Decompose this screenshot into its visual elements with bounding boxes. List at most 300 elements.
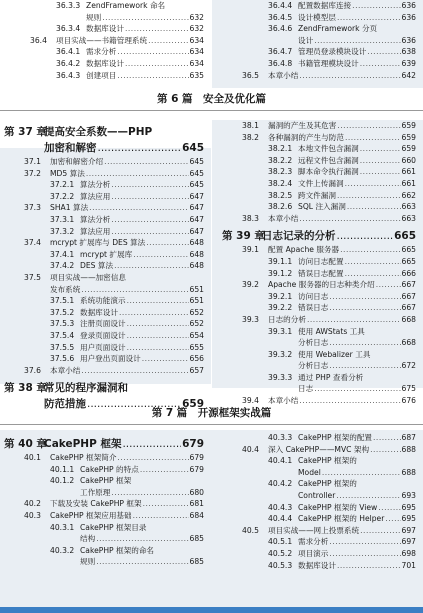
entry-title: 深入 CakePHP——MVC 架构 xyxy=(268,444,370,454)
leader-dots xyxy=(125,23,189,35)
entry-title: 使用 AWStats 工具 xyxy=(298,326,365,336)
page-number: 659 xyxy=(182,398,204,411)
entry-title: 数据库设计 xyxy=(86,24,124,34)
section-number: 37.5.3 xyxy=(50,319,75,329)
leader-dots xyxy=(111,226,188,238)
entry-title: 设计模型层 xyxy=(298,12,336,22)
leader-dots xyxy=(98,142,182,154)
page-number: 688 xyxy=(401,444,416,454)
page-number: 665 xyxy=(401,245,416,255)
toc-chapter-entry[interactable] xyxy=(4,380,204,396)
entry-title: 本地文件包含漏洞 xyxy=(298,144,359,154)
entry-title-continued: 分析日志 xyxy=(298,361,329,371)
section-number: 37.3.1 xyxy=(50,214,75,224)
section-number: 36.4 xyxy=(30,35,47,45)
toc-entry-continued[interactable] xyxy=(222,337,416,349)
entry-title-continued: 规则 xyxy=(80,557,96,567)
page-number: 687 xyxy=(401,433,416,442)
entry-title: ZendFramework 命名 xyxy=(86,1,166,10)
leader-dots xyxy=(117,452,188,464)
toc-subsection-entry[interactable] xyxy=(4,330,204,342)
leader-dots xyxy=(367,46,400,58)
leader-dots xyxy=(142,353,189,365)
entry-title: 本章小结 xyxy=(268,396,299,406)
leader-dots xyxy=(314,383,400,395)
page-number: 632 xyxy=(189,12,204,22)
section-number: 37.5.2 xyxy=(50,307,75,317)
leader-dots xyxy=(337,190,401,202)
page-number: 679 xyxy=(182,438,204,450)
page-number: 634 xyxy=(189,58,204,68)
entry-title-continued: 分析日志 xyxy=(298,338,329,348)
section-number: 36.5 xyxy=(242,70,259,80)
toc-subsection-entry[interactable] xyxy=(222,502,416,514)
leader-dots xyxy=(329,337,400,349)
toc-subsection-entry[interactable] xyxy=(4,353,204,365)
toc-section-entry[interactable] xyxy=(4,237,204,249)
toc-section-entry[interactable] xyxy=(4,168,204,180)
section-number: 40.4.4 xyxy=(268,514,293,524)
page-number: 635 xyxy=(189,70,204,80)
entry-title: 需求分析 xyxy=(298,537,329,547)
toc-subsection-entry[interactable] xyxy=(4,307,204,319)
section-number: 39.3 xyxy=(242,314,259,324)
toc-section-entry[interactable] xyxy=(4,452,204,464)
entry-title: CakePHP 框架的 xyxy=(298,479,357,489)
toc-subsection-entry[interactable] xyxy=(222,155,416,167)
toc-section-entry[interactable] xyxy=(4,202,204,214)
leader-dots xyxy=(314,35,400,47)
section-number: 37.3 xyxy=(24,203,41,213)
section-number: 37.4.1 xyxy=(50,249,75,259)
entry-title: 书籍管理模块设计 xyxy=(298,58,359,68)
toc-subsection-entry[interactable] xyxy=(222,302,416,314)
section-number: 40.3 xyxy=(24,510,41,520)
entry-title: MD5 算法 xyxy=(50,168,85,178)
leader-dots xyxy=(336,490,400,502)
toc-subsection-entry[interactable] xyxy=(4,226,204,238)
toc-subsection-entry[interactable] xyxy=(222,46,416,58)
toc-subsection-entry[interactable] xyxy=(4,260,204,272)
toc-section-entry[interactable] xyxy=(4,498,204,510)
entry-title: 使用 Webalizer 工具 xyxy=(298,349,371,359)
toc-subsection-entry[interactable] xyxy=(222,478,416,490)
entry-title: 各种漏洞的产生与防范 xyxy=(268,132,344,142)
chapter-title-continued: 防范措施 xyxy=(44,398,86,411)
toc-chapter-entry[interactable] xyxy=(222,228,416,244)
page-number: 645 xyxy=(189,157,204,166)
toc-entry-continued[interactable] xyxy=(222,35,416,47)
section-number: 39.3.3 xyxy=(268,372,293,382)
toc-subsection-entry[interactable] xyxy=(222,548,416,560)
toc-subsection-entry[interactable] xyxy=(10,46,204,58)
page-number: 660 xyxy=(401,155,416,165)
entry-title: 访问日志 xyxy=(298,291,329,301)
entry-title: 算法分析 xyxy=(80,214,111,224)
toc-subsection-entry[interactable] xyxy=(4,191,204,203)
page-number: 701 xyxy=(401,560,416,570)
page-number: 663 xyxy=(401,213,416,223)
toc-subsection-entry[interactable] xyxy=(222,190,416,202)
entry-title: CakePHP 框架 xyxy=(80,476,132,486)
entry-title: 本章小结 xyxy=(50,365,81,375)
section-number: 40.4.3 xyxy=(268,502,293,512)
page-number: 661 xyxy=(401,167,416,177)
page-number: 668 xyxy=(401,314,416,324)
toc-entry-continued[interactable] xyxy=(10,12,204,24)
section-number: 36.4.1 xyxy=(56,47,81,57)
page-number: 636 xyxy=(401,12,416,22)
toc-section-entry[interactable] xyxy=(222,444,416,456)
leader-dots xyxy=(299,213,400,225)
page-number: 695 xyxy=(401,514,416,524)
toc-subsection-entry[interactable] xyxy=(222,432,416,444)
section-number: 40.1 xyxy=(24,453,41,462)
leader-dots xyxy=(345,256,401,268)
toc-subsection-entry[interactable] xyxy=(222,201,416,213)
section-number: 37.3.2 xyxy=(50,226,75,236)
leader-dots xyxy=(133,510,189,522)
toc-section-entry[interactable] xyxy=(10,35,204,47)
leader-dots xyxy=(111,487,188,499)
toc-subsection-entry[interactable] xyxy=(222,268,416,280)
section-number: 37.5.5 xyxy=(50,342,75,352)
entry-title-continued: 结构 xyxy=(80,534,96,544)
page-number: 651 xyxy=(189,284,204,294)
toc-section-entry[interactable] xyxy=(222,213,416,225)
toc-section-entry[interactable] xyxy=(222,314,416,326)
leader-dots xyxy=(376,279,401,291)
page-number: 676 xyxy=(401,396,416,406)
toc-chapter-entry[interactable] xyxy=(4,436,204,452)
toc-subsection-entry[interactable] xyxy=(4,318,204,330)
section-number: 36.4.8 xyxy=(268,58,293,68)
page-number: 639 xyxy=(401,58,416,68)
page-number: 684 xyxy=(189,510,204,520)
toc-subsection-entry[interactable] xyxy=(10,0,204,12)
leader-dots xyxy=(127,318,189,330)
leader-dots xyxy=(352,0,400,12)
toc-top-left xyxy=(10,0,204,81)
section-number: 40.4.1 xyxy=(268,456,293,466)
leader-dots xyxy=(122,438,181,450)
entry-title: 项目实战——书籍管理系统 xyxy=(56,35,148,45)
page-number: 638 xyxy=(401,47,416,57)
entry-title: CakePHP 框架的 xyxy=(298,456,357,466)
entry-title: 访问日志配置 xyxy=(298,256,344,266)
toc-subsection-entry[interactable] xyxy=(4,179,204,191)
section-number: 40.4 xyxy=(242,444,259,454)
page-number: 679 xyxy=(189,453,204,462)
section-number: 36.4.5 xyxy=(268,12,293,22)
leader-dots xyxy=(104,156,188,168)
entry-title: 创建项目 xyxy=(86,70,117,80)
page-number: 634 xyxy=(189,47,204,57)
leader-dots xyxy=(96,556,188,568)
leader-dots xyxy=(111,179,188,191)
leader-dots xyxy=(86,168,189,180)
toc-subsection-entry[interactable] xyxy=(10,23,204,35)
page-number: 652 xyxy=(189,307,204,317)
leader-dots xyxy=(127,330,189,342)
page-number: 665 xyxy=(401,256,416,266)
toc-section-entry[interactable] xyxy=(222,279,416,291)
section-number: 39.3.2 xyxy=(268,349,293,359)
toc-subsection-entry[interactable] xyxy=(222,256,416,268)
toc-section-entry[interactable] xyxy=(222,120,416,132)
toc-subsection-entry[interactable] xyxy=(222,23,416,35)
toc-subsection-entry[interactable] xyxy=(222,536,416,548)
entry-title: 跨文件漏洞 xyxy=(298,190,336,200)
page-number: 667 xyxy=(401,303,416,313)
section-number: 37.4 xyxy=(24,238,41,248)
toc-section-entry[interactable] xyxy=(4,272,204,284)
toc-section-entry[interactable] xyxy=(4,156,204,168)
entry-title: 错误日志 xyxy=(298,303,329,313)
section-number: 36.4.3 xyxy=(56,70,81,80)
entry-title-continued: 规则 xyxy=(86,12,102,22)
section-number: 40.5.2 xyxy=(268,548,293,558)
section-number: 37.2 xyxy=(24,168,41,178)
toc-subsection-entry[interactable] xyxy=(222,143,416,155)
section-number: 38.2.3 xyxy=(268,167,293,177)
toc-subsection-entry[interactable] xyxy=(222,178,416,190)
section-number: 37.5.6 xyxy=(50,354,75,364)
section-number: 40.3.3 xyxy=(268,433,293,442)
entry-title: 登录页面设计 xyxy=(80,330,126,340)
leader-dots xyxy=(329,548,400,560)
toc-chapter-entry-continued[interactable] xyxy=(4,140,204,156)
chapter-title: CakePHP 框架 xyxy=(44,438,122,450)
chapter-number: 第 37 章 xyxy=(4,126,47,138)
toc-subsection-entry[interactable] xyxy=(222,349,416,361)
toc-subsection-entry[interactable] xyxy=(222,372,416,384)
section-number: 39.2 xyxy=(242,280,259,290)
entry-title: 配置 Apache 服务器 xyxy=(268,245,340,255)
section-number: 40.3.1 xyxy=(50,522,75,532)
entry-title: mcrypt 扩展库 xyxy=(80,249,133,259)
page-number: 651 xyxy=(189,296,204,306)
leader-dots xyxy=(345,268,401,280)
bottom-blue-bar xyxy=(0,607,423,613)
section-number: 38.2.4 xyxy=(268,178,293,188)
toc-subsection-entry[interactable] xyxy=(4,464,204,476)
section-number: 40.1.1 xyxy=(50,464,75,474)
section-number: 37.5 xyxy=(24,272,41,282)
part-7-title: 第 7 篇 开源框架实战篇 xyxy=(151,407,272,419)
page-number: 679 xyxy=(189,464,204,474)
leader-dots xyxy=(111,191,188,203)
entry-title: 数据库设计 xyxy=(86,58,124,68)
toc-entry-continued[interactable] xyxy=(4,556,204,568)
toc-subsection-entry[interactable] xyxy=(10,58,204,70)
leader-dots xyxy=(329,360,400,372)
leader-dots xyxy=(360,58,401,70)
page-number: 666 xyxy=(401,268,416,278)
entry-title: 加密和解密介绍 xyxy=(50,157,104,166)
leader-dots xyxy=(337,12,401,24)
toc-entry-continued[interactable] xyxy=(222,383,416,395)
toc-section-entry[interactable] xyxy=(4,510,204,522)
toc-subsection-entry[interactable] xyxy=(222,0,416,12)
toc-subsection-entry[interactable] xyxy=(4,475,204,487)
section-number: 40.1.2 xyxy=(50,476,75,486)
page-number: 652 xyxy=(189,319,204,329)
section-number: 38.2.6 xyxy=(268,202,293,212)
toc-bottom-left xyxy=(4,432,204,568)
section-number: 37.1 xyxy=(24,157,41,166)
leader-dots xyxy=(146,237,188,249)
entry-title: 算法应用 xyxy=(80,226,111,236)
leader-dots xyxy=(307,314,401,326)
entry-title-continued: Controller xyxy=(298,490,336,500)
toc-entry-continued[interactable] xyxy=(4,533,204,545)
toc-section-entry[interactable] xyxy=(4,365,204,377)
leader-dots xyxy=(340,244,400,256)
toc-section-entry[interactable] xyxy=(222,525,416,537)
entry-title: 通过 PHP 查看分析 xyxy=(298,372,364,382)
section-number: 38.2 xyxy=(242,132,259,142)
leader-dots xyxy=(329,536,400,548)
toc-entry-continued[interactable] xyxy=(222,490,416,502)
entry-title: 文件上传漏洞 xyxy=(298,178,344,188)
section-number: 36.4.7 xyxy=(268,47,293,57)
toc-subsection-entry[interactable] xyxy=(4,295,204,307)
leader-dots xyxy=(81,284,188,296)
section-number: 38.2.5 xyxy=(268,190,293,200)
part-7-rule xyxy=(0,424,423,425)
toc-subsection-entry[interactable] xyxy=(222,291,416,303)
toc-entry-continued[interactable] xyxy=(222,467,416,479)
leader-dots xyxy=(140,464,189,476)
entry-title: 注册页面设计 xyxy=(80,319,126,329)
toc-subsection-entry[interactable] xyxy=(222,513,416,525)
leader-dots xyxy=(345,178,401,190)
page-number: 659 xyxy=(401,121,416,130)
leader-dots xyxy=(143,498,189,510)
toc-entry-continued[interactable] xyxy=(222,360,416,372)
entry-title: DES 算法 xyxy=(80,261,114,271)
chapter-number: 第 39 章 xyxy=(222,230,265,243)
leader-dots xyxy=(96,533,188,545)
leader-dots xyxy=(133,249,188,261)
entry-title-continued: Model xyxy=(298,467,321,477)
leader-dots xyxy=(81,365,188,377)
leader-dots xyxy=(337,230,394,242)
section-number: 40.2 xyxy=(24,499,41,509)
entry-title: 管理员登录模块设计 xyxy=(298,47,367,57)
toc-entry-continued[interactable] xyxy=(4,284,204,296)
page-number: 657 xyxy=(189,365,204,375)
leader-dots xyxy=(373,432,400,444)
section-number: 38.1 xyxy=(242,121,259,130)
leader-dots xyxy=(329,302,400,314)
leader-dots xyxy=(299,70,400,82)
entry-title: 系统功能演示 xyxy=(80,296,126,306)
page-number: 685 xyxy=(189,534,204,544)
leader-dots xyxy=(385,513,400,525)
entry-title: CakePHP 框架的 Helper xyxy=(298,514,385,524)
chapter-number: 第 40 章 xyxy=(4,438,47,450)
leader-dots xyxy=(378,502,400,514)
toc-subsection-entry[interactable] xyxy=(4,214,204,226)
toc-section-entry[interactable] xyxy=(222,70,416,82)
entry-title: CakePHP 框架目录 xyxy=(80,522,147,532)
page-number: 636 xyxy=(401,35,416,45)
page-number: 642 xyxy=(401,70,416,80)
page-number: 634 xyxy=(189,35,204,45)
leader-dots xyxy=(117,46,188,58)
page-number: 693 xyxy=(401,490,416,500)
toc-subsection-entry[interactable] xyxy=(4,342,204,354)
toc-bottom-right xyxy=(222,432,416,571)
page-number: 695 xyxy=(401,502,416,512)
section-number: 39.1.2 xyxy=(268,268,293,278)
page-number: 662 xyxy=(401,190,416,200)
entry-title: 本章小结 xyxy=(268,213,299,223)
toc-subsection-entry[interactable] xyxy=(222,560,416,572)
leader-dots xyxy=(360,525,400,537)
chapter-number: 第 38 章 xyxy=(4,382,47,395)
leader-dots xyxy=(127,295,189,307)
toc-subsection-entry[interactable] xyxy=(222,166,416,178)
toc-section-entry[interactable] xyxy=(222,244,416,256)
leader-dots xyxy=(127,342,189,354)
toc-section-entry[interactable] xyxy=(222,132,416,144)
entry-title: 远程文件包含漏洞 xyxy=(298,155,359,165)
page-number: 636 xyxy=(401,1,416,10)
toc-subsection-entry[interactable] xyxy=(4,522,204,534)
toc-subsection-entry[interactable] xyxy=(222,455,416,467)
page-number: 647 xyxy=(189,214,204,224)
leader-dots xyxy=(329,291,400,303)
entry-title: 项目实战——网上投票系统 xyxy=(268,525,360,535)
entry-title: 脚本命令执行漏洞 xyxy=(298,167,359,177)
toc-mid-left xyxy=(4,120,204,412)
toc-subsection-entry[interactable] xyxy=(10,70,204,82)
toc-entry-continued[interactable] xyxy=(4,487,204,499)
toc-subsection-entry[interactable] xyxy=(222,12,416,24)
entry-title: 需求分析 xyxy=(86,47,117,57)
entry-title-continued: 工作原理 xyxy=(80,487,111,497)
entry-title-continued: 日志 xyxy=(298,384,314,394)
section-number: 40.4.2 xyxy=(268,479,293,489)
toc-subsection-entry[interactable] xyxy=(222,58,416,70)
leader-dots xyxy=(322,467,401,479)
entry-title: 数据库设计 xyxy=(298,560,336,570)
part-6-heading xyxy=(0,91,423,106)
page-number: 655 xyxy=(189,342,204,352)
entry-title: 本章小结 xyxy=(268,70,299,80)
section-number: 40.5.3 xyxy=(268,560,293,570)
page-number: 659 xyxy=(401,144,416,154)
section-number: 37.2.2 xyxy=(50,191,75,201)
leader-dots xyxy=(111,214,188,226)
toc-subsection-entry[interactable] xyxy=(222,326,416,338)
leader-dots xyxy=(345,132,401,144)
toc-chapter-entry[interactable] xyxy=(4,124,204,140)
toc-subsection-entry[interactable] xyxy=(4,545,204,557)
page-number: 697 xyxy=(401,525,416,535)
section-number: 39.1 xyxy=(242,245,259,255)
page-number: 685 xyxy=(189,557,204,567)
entry-title: ZendFramework 分页 xyxy=(298,24,378,34)
toc-subsection-entry[interactable] xyxy=(4,249,204,261)
page-number: 645 xyxy=(189,168,204,178)
leader-dots xyxy=(347,201,401,213)
chapter-title: 提高安全系数——PHP xyxy=(44,126,153,138)
entry-title: 下载及安装 CakePHP 框架 xyxy=(50,499,142,509)
